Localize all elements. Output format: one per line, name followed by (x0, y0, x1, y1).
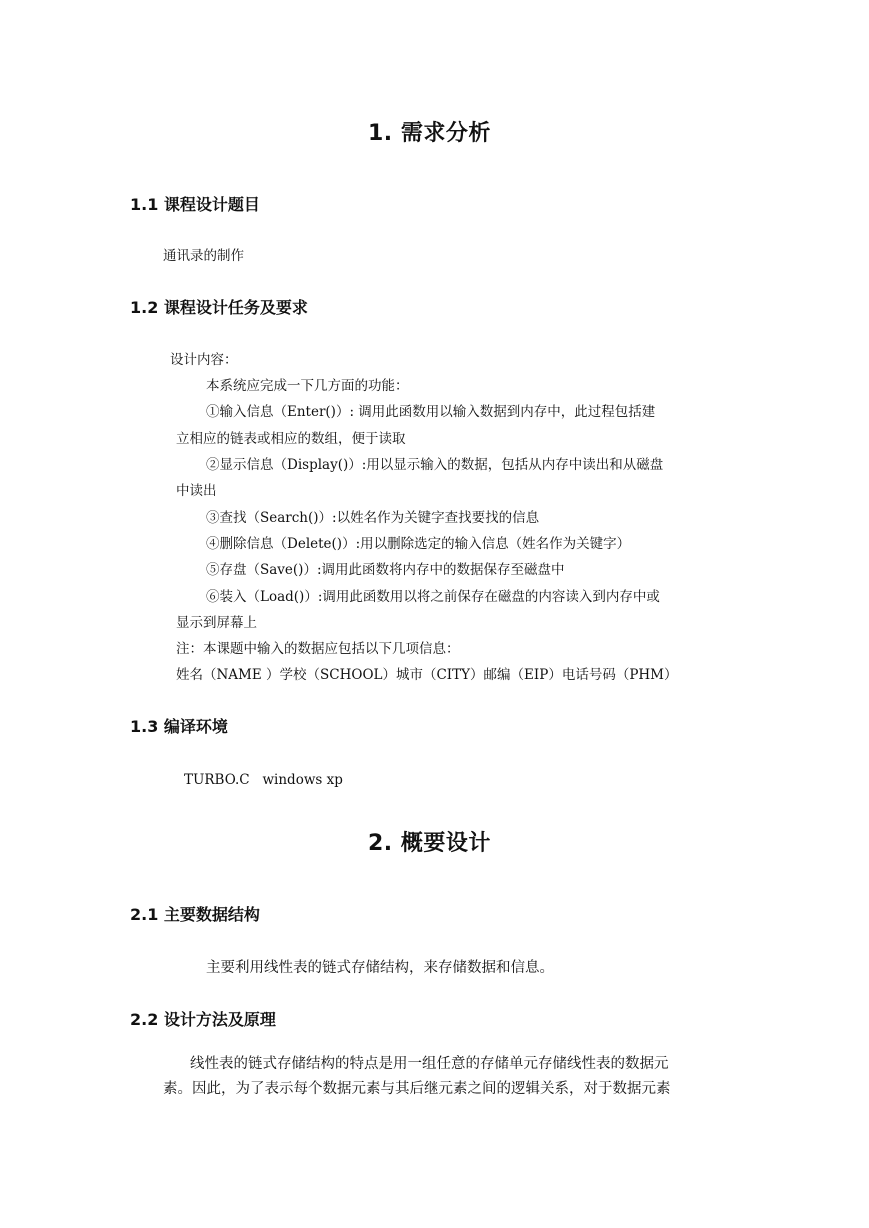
subsection-2-1-title: 2.1 主要数据结构 (130, 905, 260, 924)
compile-env-line: TURBO.C windows xp (184, 772, 343, 788)
requirements-line: 中读出 (176, 483, 217, 499)
subsection-1-3-title: 1.3 编译环境 (130, 717, 228, 736)
subsection-2-2-title: 2.2 设计方法及原理 (130, 1010, 276, 1029)
requirements-line: 立相应的链表或相应的数组，便于读取 (176, 431, 406, 447)
requirements-line: ①输入信息（Enter()）: 调用此函数用以输入数据到内存中，此过程包括建 (206, 404, 656, 420)
requirements-line: 设计内容： (170, 352, 238, 368)
requirements-line: ②显示信息（Display()）:用以显示输入的数据，包括从内存中读出和从磁盘 (206, 457, 664, 473)
subsection-2-2-body-line: 线性表的链式存储结构的特点是用一组任意的存储单元存储线性表的数据元 (190, 1056, 669, 1072)
requirements-line: 本系统应完成一下几方面的功能： (206, 378, 409, 394)
subsection-1-1-title: 1.1 课程设计题目 (130, 195, 260, 214)
requirements-line: ④删除信息（Delete()）:用以删除选定的输入信息（姓名作为关键字） (206, 536, 631, 552)
subsection-1-1-body-line: 通讯录的制作 (163, 248, 244, 264)
requirements-line: 显示到屏幕上 (176, 615, 257, 631)
section-1-title: 1. 需求分析 (368, 121, 491, 146)
subsection-2-2-body-line: 素。因此，为了表示每个数据元素与其后继元素之间的逻辑关系，对于数据元素 (163, 1081, 671, 1097)
subsection-2-1-body-line: 主要利用线性表的链式存储结构，来存储数据和信息。 (206, 960, 554, 976)
requirements-line: ⑤存盘（Save()）:调用此函数将内存中的数据保存至磁盘中 (206, 562, 565, 578)
section-2-title: 2. 概要设计 (368, 831, 491, 856)
requirements-line: ③查找（Search()）:以姓名作为关键字查找要找的信息 (206, 510, 540, 526)
subsection-1-2-title: 1.2 课程设计任务及要求 (130, 298, 308, 317)
requirements-line: 姓名（NAME ）学校（SCHOOL）城市（CITY）邮编（EIP）电话号码（PHM） (176, 667, 678, 683)
requirements-line: ⑥装入（Load()）:调用此函数用以将之前保存在磁盘的内容读入到内存中或 (206, 589, 660, 605)
requirements-line: 注：本课题中输入的数据应包括以下几项信息： (176, 641, 460, 657)
